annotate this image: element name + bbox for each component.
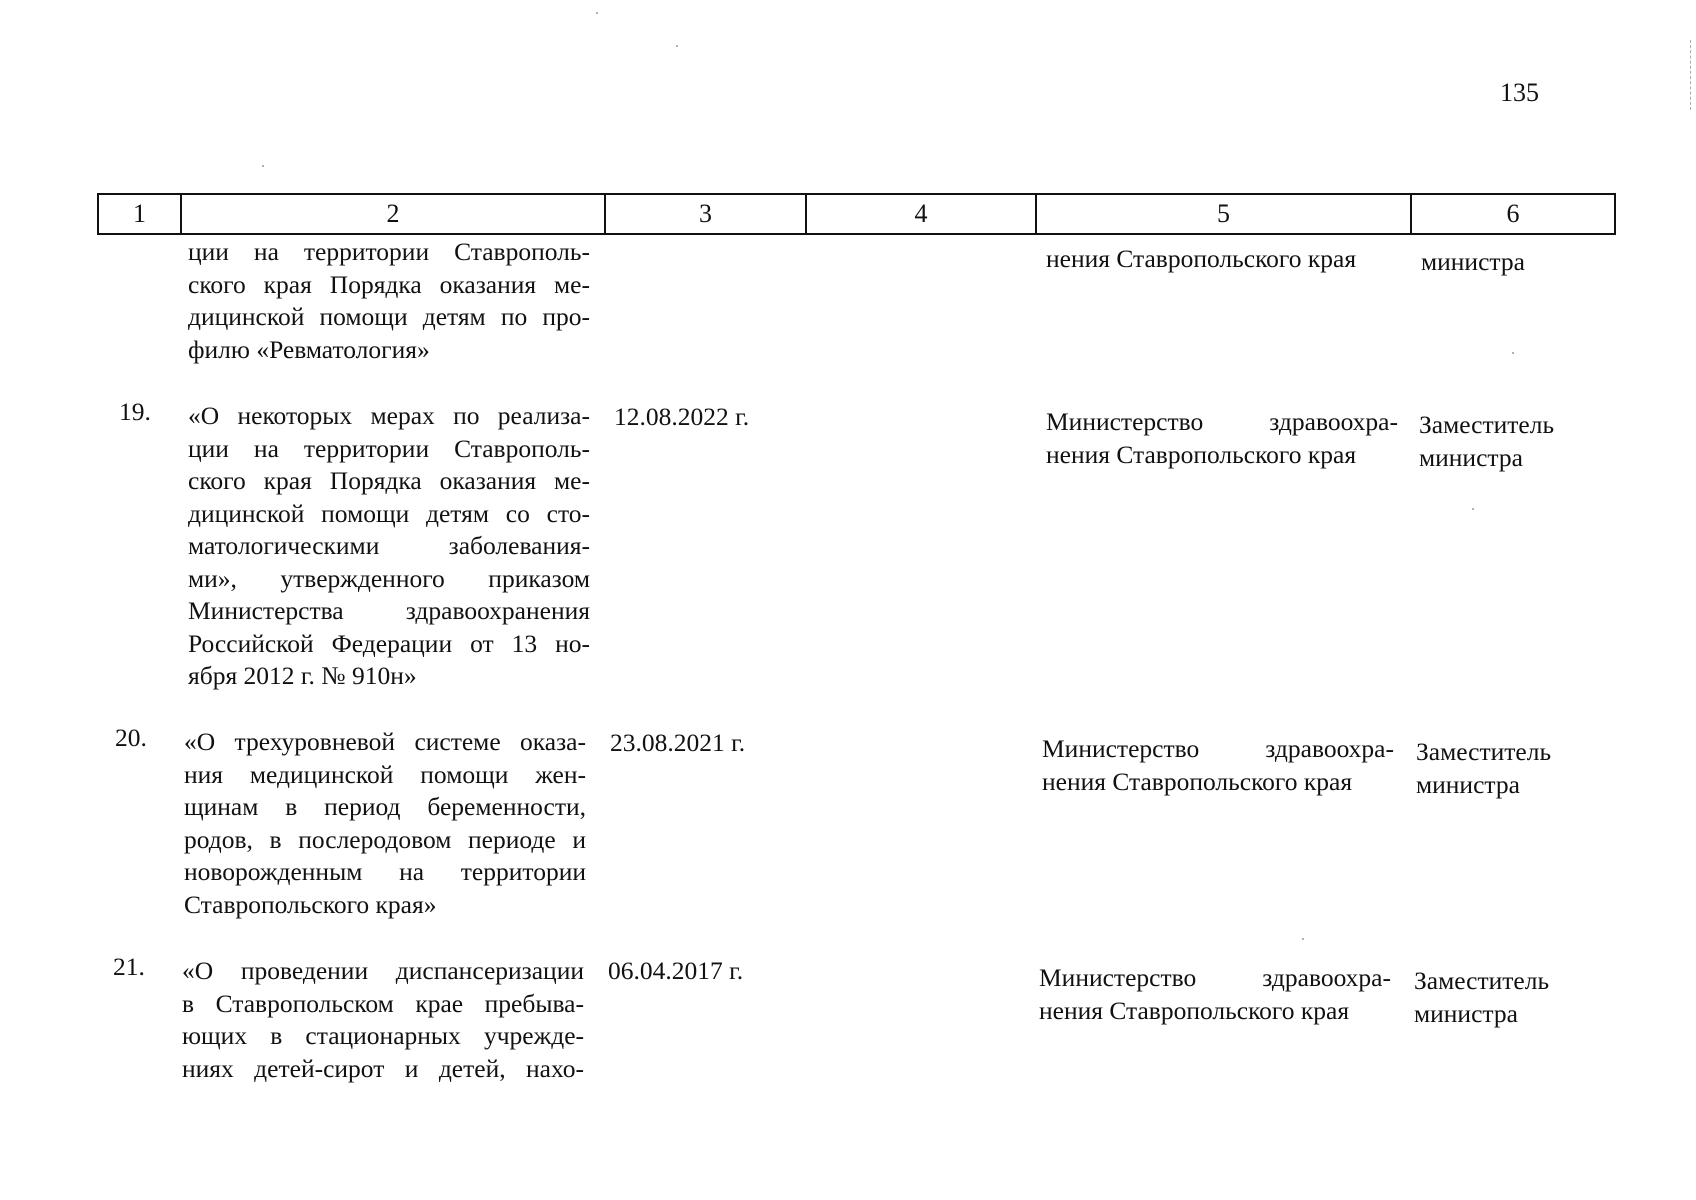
column-header-table	[97, 193, 1616, 235]
title-line: в Ставропольском крае пребыва-	[182, 988, 584, 1018]
row-number: 20.	[115, 723, 147, 752]
org-line: нения Ставропольского края	[1046, 244, 1357, 273]
title-line: ции на территории Ставрополь-	[188, 237, 590, 266]
continuation-title	[188, 236, 590, 366]
org-line: Министерство здравоохра-	[1039, 963, 1391, 992]
row-title	[188, 400, 590, 693]
scan-speck	[1472, 508, 1474, 510]
title-line: матологическими заболевания-	[188, 531, 590, 560]
title-line: щинам в период беременности,	[184, 792, 586, 821]
title-line: ми», утвержденного приказом	[188, 563, 590, 593]
title-line: ния медицинской помощи жен-	[184, 759, 586, 789]
title-line: ции на территории Ставрополь-	[188, 433, 590, 463]
org-line: Министерство здравоохра-	[1042, 734, 1394, 763]
title-line: ского края Порядка оказания ме-	[188, 466, 590, 495]
title-line: филю «Ревматология»	[188, 334, 430, 364]
row-number: 19.	[119, 397, 151, 426]
column-header-3: 3	[605, 194, 806, 234]
title-line: Министерства здравоохранения	[188, 596, 590, 625]
title-line: Российской Федерации от 13 но-	[188, 628, 590, 658]
continuation-position	[1421, 246, 1591, 279]
org-line: нения Ставропольского края	[1046, 439, 1357, 469]
title-line: родов, в послеродовом периоде и	[184, 824, 586, 854]
scan-speck	[676, 45, 678, 47]
position-line: министра	[1414, 998, 1518, 1028]
scan-speck	[1302, 938, 1304, 940]
title-line: ского края Порядка оказания ме-	[188, 269, 590, 299]
scan-speck	[262, 165, 264, 167]
scan-speck	[596, 12, 598, 14]
position-line: министра	[1421, 247, 1525, 276]
position-line: Заместитель	[1419, 410, 1555, 439]
scan-edge-mark	[1690, 40, 1693, 110]
position-line: министра	[1419, 442, 1523, 472]
row-position	[1419, 409, 1589, 474]
row-date: 12.08.2022 г.	[614, 402, 750, 431]
row-title	[182, 955, 584, 1085]
row-date: 06.04.2017 г.	[608, 956, 744, 985]
column-header-1: 1	[98, 194, 181, 234]
title-line: дицинской помощи детям со сто-	[188, 498, 590, 528]
row-date: 23.08.2021 г.	[610, 728, 746, 757]
position-line: Заместитель	[1414, 966, 1550, 995]
title-line: «О некоторых мерах по реализа-	[188, 401, 590, 430]
title-line: «О проведении диспансеризации	[182, 956, 584, 985]
title-line: ющих в стационарных учрежде-	[182, 1021, 584, 1050]
column-header-4: 4	[806, 194, 1036, 234]
title-line: «О трехуровневой системе оказа-	[184, 727, 586, 756]
title-line: Ставропольского края»	[184, 889, 437, 919]
column-header-2: 2	[181, 194, 605, 234]
title-line: ября 2012 г. № 910н»	[188, 661, 417, 690]
position-line: Заместитель	[1416, 737, 1552, 766]
title-line: новорожденным на территории	[184, 857, 586, 886]
title-line: дицинской помощи детям по про-	[188, 302, 590, 331]
position-line: министра	[1416, 769, 1520, 799]
continuation-org	[1046, 243, 1398, 276]
page-number: 135	[1500, 78, 1539, 107]
scan-speck	[1512, 352, 1514, 354]
row-number: 21.	[113, 952, 145, 981]
org-line: нения Ставропольского края	[1042, 766, 1353, 796]
row-position	[1414, 965, 1584, 1030]
column-header-row	[98, 194, 1615, 234]
row-position	[1416, 736, 1586, 801]
title-line: ниях детей-сирот и детей, нахо-	[182, 1053, 584, 1083]
org-line: нения Ставропольского края	[1039, 995, 1350, 1025]
org-line: Министерство здравоохра-	[1046, 407, 1398, 436]
column-header-6: 6	[1411, 194, 1615, 234]
row-org	[1042, 733, 1394, 798]
row-org	[1039, 962, 1391, 1027]
column-header-5: 5	[1036, 194, 1411, 234]
row-org	[1046, 406, 1398, 471]
row-title	[184, 726, 586, 921]
